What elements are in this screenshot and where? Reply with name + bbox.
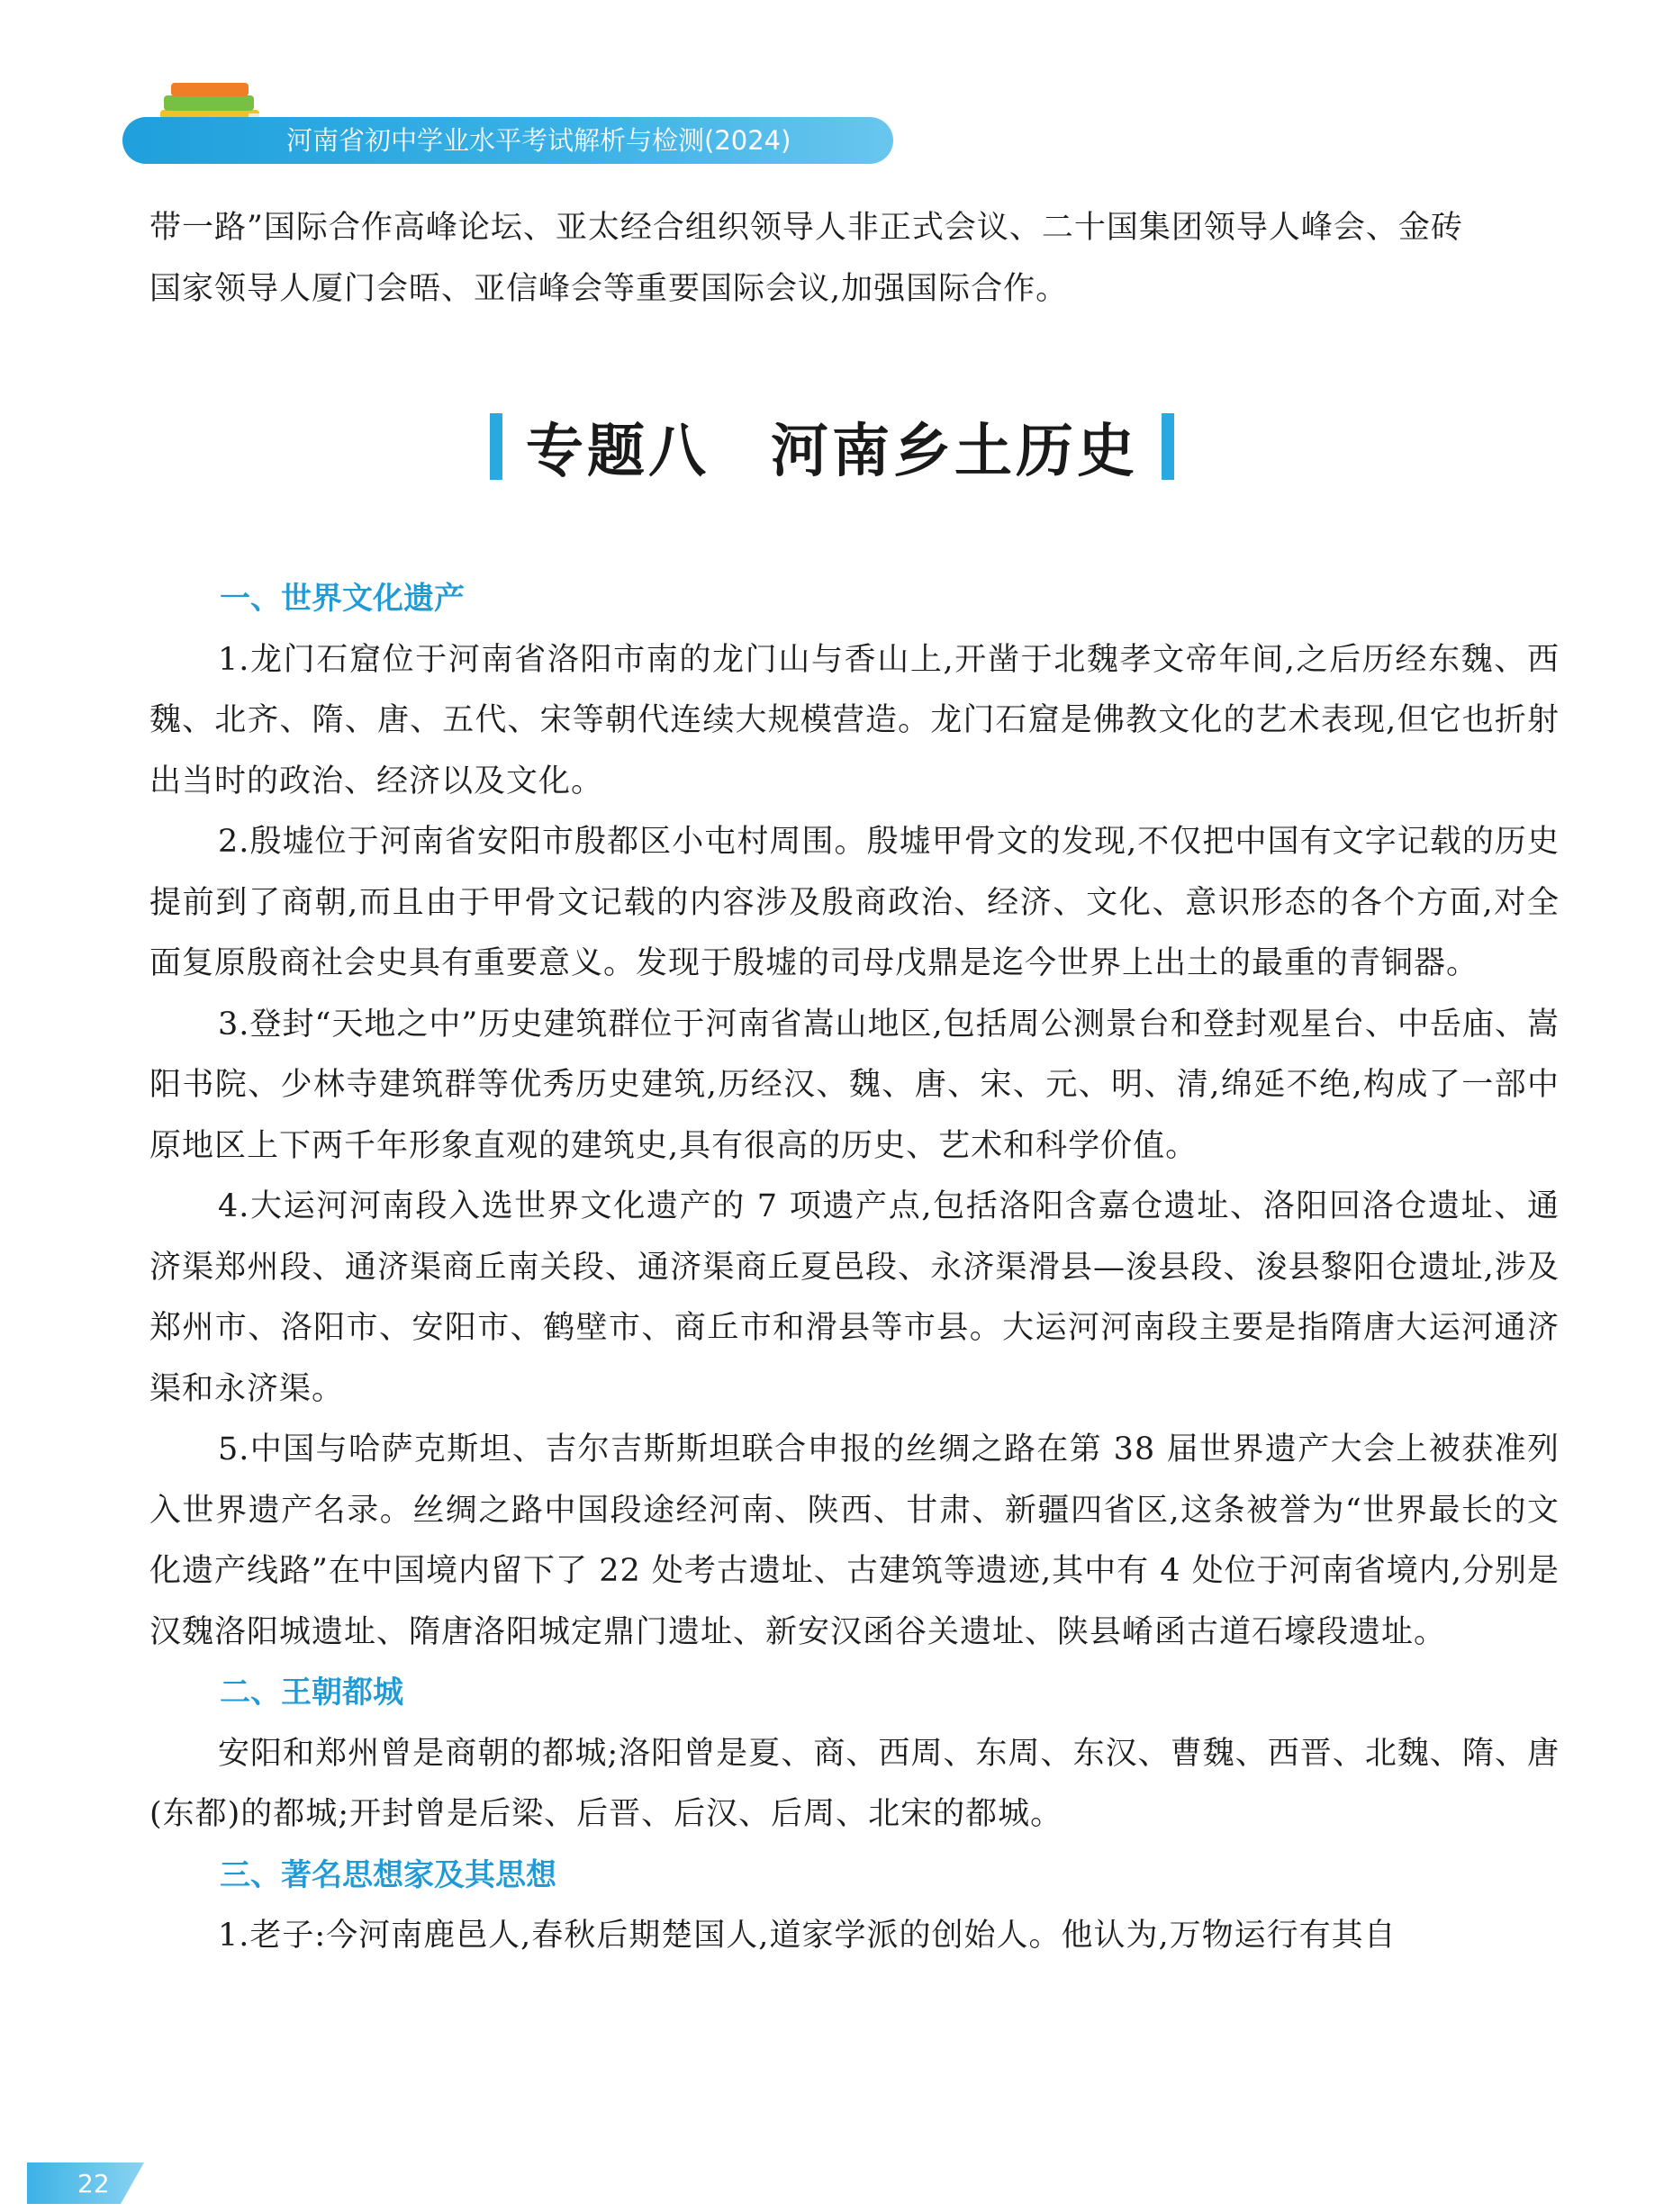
page-number: 22	[77, 2169, 110, 2198]
intro-block	[149, 198, 1560, 320]
intro-line: 带一路”国际合作高峰论坛、亚太经合组织领导人非正式会议、二十国集团领导人峰会、金砖	[149, 210, 1463, 246]
topic-title: 专题八 河南乡土历史	[526, 419, 1138, 485]
paragraph: 安阳和郑州曾是商朝的都城;洛阳曾是夏、商、西周、东周、东汉、曹魏、西晋、北魏、隋、唐(东都)的都城;开封曾是后梁、后晋、后汉、后周、北宋的都城。	[149, 1735, 1560, 1832]
paragraph: 3.登封“天地之中”历史建筑群位于河南省嵩山地区,包括周公测景台和登封观星台、中岳庙、嵩阳书院、少林寺建筑群等优秀历史建筑,历经汉、魏、唐、宋、元、明、清,绵延不绝,构成了一部中原地区上下两千年形象直观的建筑史,具有很高的历史、艺术和科学价值。	[149, 1006, 1560, 1164]
section-heading-thinkers: 三、著名思想家及其思想	[220, 1856, 556, 1893]
title-accent-bar-left	[490, 413, 502, 480]
topic-title-box	[490, 405, 1174, 488]
title-accent-bar-right	[1162, 413, 1174, 480]
paragraph: 2.殷墟位于河南省安阳市殷都区小屯村周围。殷墟甲骨文的发现,不仅把中国有文字记载的历史提前到了商朝,而且由于甲骨文记载的内容涉及殷商政治、经济、文化、意识形态的各个方面,对全面复原殷商社会史具有重要意义。发现于殷墟的司母戊鼎是迄今世界上出土的最重的青铜器。	[149, 824, 1560, 981]
paragraph: 1.龙门石窟位于河南省洛阳市南的龙门山与香山上,开凿于北魏孝文帝年间,之后历经东魏、西魏、北齐、隋、唐、五代、宋等朝代连续大规模营造。龙门石窟是佛教文化的艺术表现,但它也折射出当时的政治、经济以及文化。	[149, 641, 1560, 799]
paragraph: 4.大运河河南段入选世界文化遗产的 7 项遗产点,包括洛阳含嘉仓遗址、洛阳回洛仓遗址、通济渠郑州段、通济渠商丘南关段、通济渠商丘夏邑段、永济渠滑县—浚县段、浚县黎阳仓遗址,涉及郑州市、洛阳市、安阳市、鹤壁市、商丘市和滑县等市县。大运河河南段主要是指隋唐大运河通济渠和永济渠。	[149, 1188, 1560, 1407]
page-header	[0, 0, 1664, 180]
topic-title-wrap	[0, 405, 1664, 488]
main-content	[149, 569, 1560, 1967]
paragraph: 5.中国与哈萨克斯坦、吉尔吉斯斯坦联合申报的丝绸之路在第 38 届世界遗产大会上被获准列入世界遗产名录。丝绸之路中国段途经河南、陕西、甘肃、新疆四省区,这条被誉为“世界最长的文化遗产线路”在中国境内留下了 22 处考古遗址、古建筑等遗迹,其中有 4 处位于河南省境内,分别是汉魏洛阳城遗址、隋唐洛阳城定鼎门遗址、新安汉函谷关遗址、陕县崤函古道石壕段遗址。	[149, 1431, 1560, 1650]
section-heading-capitals: 二、王朝都城	[220, 1675, 403, 1711]
header-title: 河南省初中学业水平考试解析与检测(2024)	[286, 125, 791, 156]
intro-line: 国家领导人厦门会晤、亚信峰会等重要国际会议,加强国际合作。	[149, 270, 1069, 307]
section-heading-heritage: 一、世界文化遗产	[220, 581, 465, 617]
paragraph: 1.老子:今河南鹿邑人,春秋后期楚国人,道家学派的创始人。他认为,万物运行有其自	[218, 1918, 1397, 1954]
